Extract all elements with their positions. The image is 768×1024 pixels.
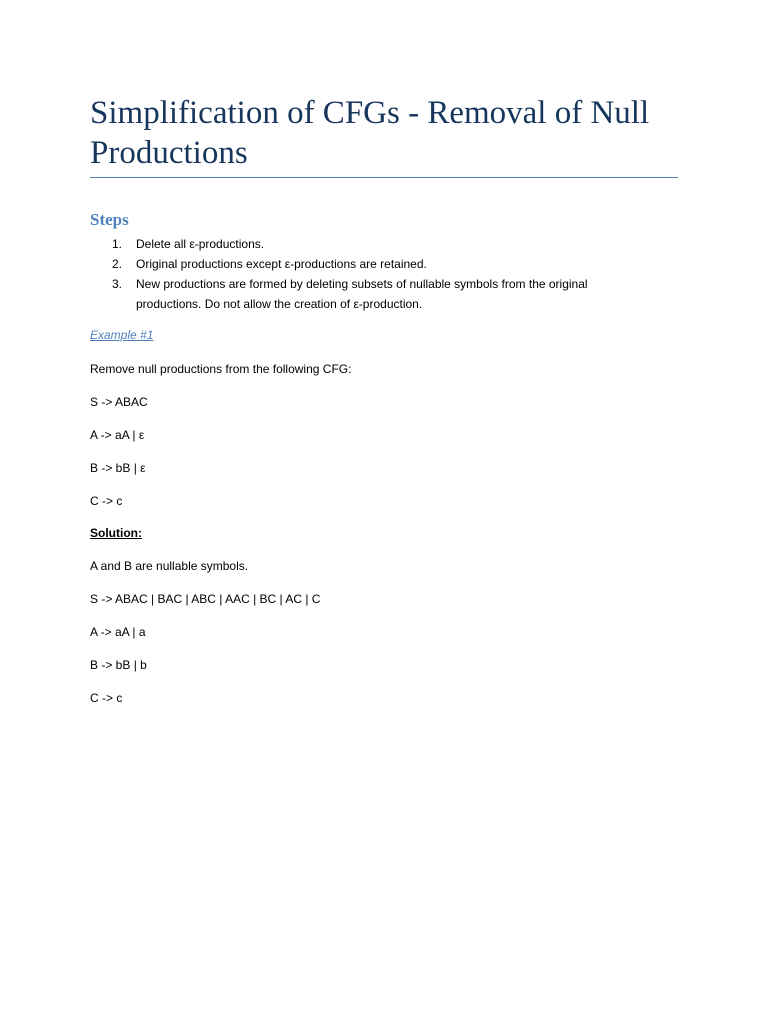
step-number: 2. xyxy=(112,257,123,271)
step-text: New productions are formed by deleting subsets of nullable symbols from the original productions. Do not allow the creation of ε-production. xyxy=(136,277,588,311)
grammar-rule: S -> ABAC xyxy=(90,395,148,409)
title-divider xyxy=(90,177,678,178)
step-item xyxy=(90,254,650,274)
solution-note: A and B are nullable symbols. xyxy=(90,559,249,573)
example-heading xyxy=(90,327,153,343)
step-number: 1. xyxy=(112,237,123,251)
solution-label: Solution: xyxy=(90,526,142,540)
step-item xyxy=(90,234,650,254)
solution-rule: S -> ABAC | BAC | ABC | AAC | BC | AC | C xyxy=(90,592,321,606)
grammar-rule: B -> bB | ε xyxy=(90,461,146,475)
grammar-rule: A -> aA | ε xyxy=(90,428,145,442)
steps-list xyxy=(90,234,650,314)
step-number: 3. xyxy=(112,277,123,291)
steps-heading: Steps xyxy=(90,210,129,229)
solution-heading xyxy=(90,525,142,541)
page-title: Simplification of CFGs - Removal of Null Productions xyxy=(90,95,650,171)
example-link[interactable]: Example #1 xyxy=(90,328,154,342)
problem-statement: Remove null productions from the following CFG: xyxy=(90,362,352,376)
step-text: Original productions except ε-productions are retained. xyxy=(136,257,427,271)
grammar-rule: C -> c xyxy=(90,494,123,508)
solution-rule: A -> aA | a xyxy=(90,625,146,639)
step-item xyxy=(90,274,650,314)
step-text: Delete all ε-productions. xyxy=(136,237,265,251)
solution-rule: C -> c xyxy=(90,691,123,705)
solution-rule: B -> bB | b xyxy=(90,658,147,672)
